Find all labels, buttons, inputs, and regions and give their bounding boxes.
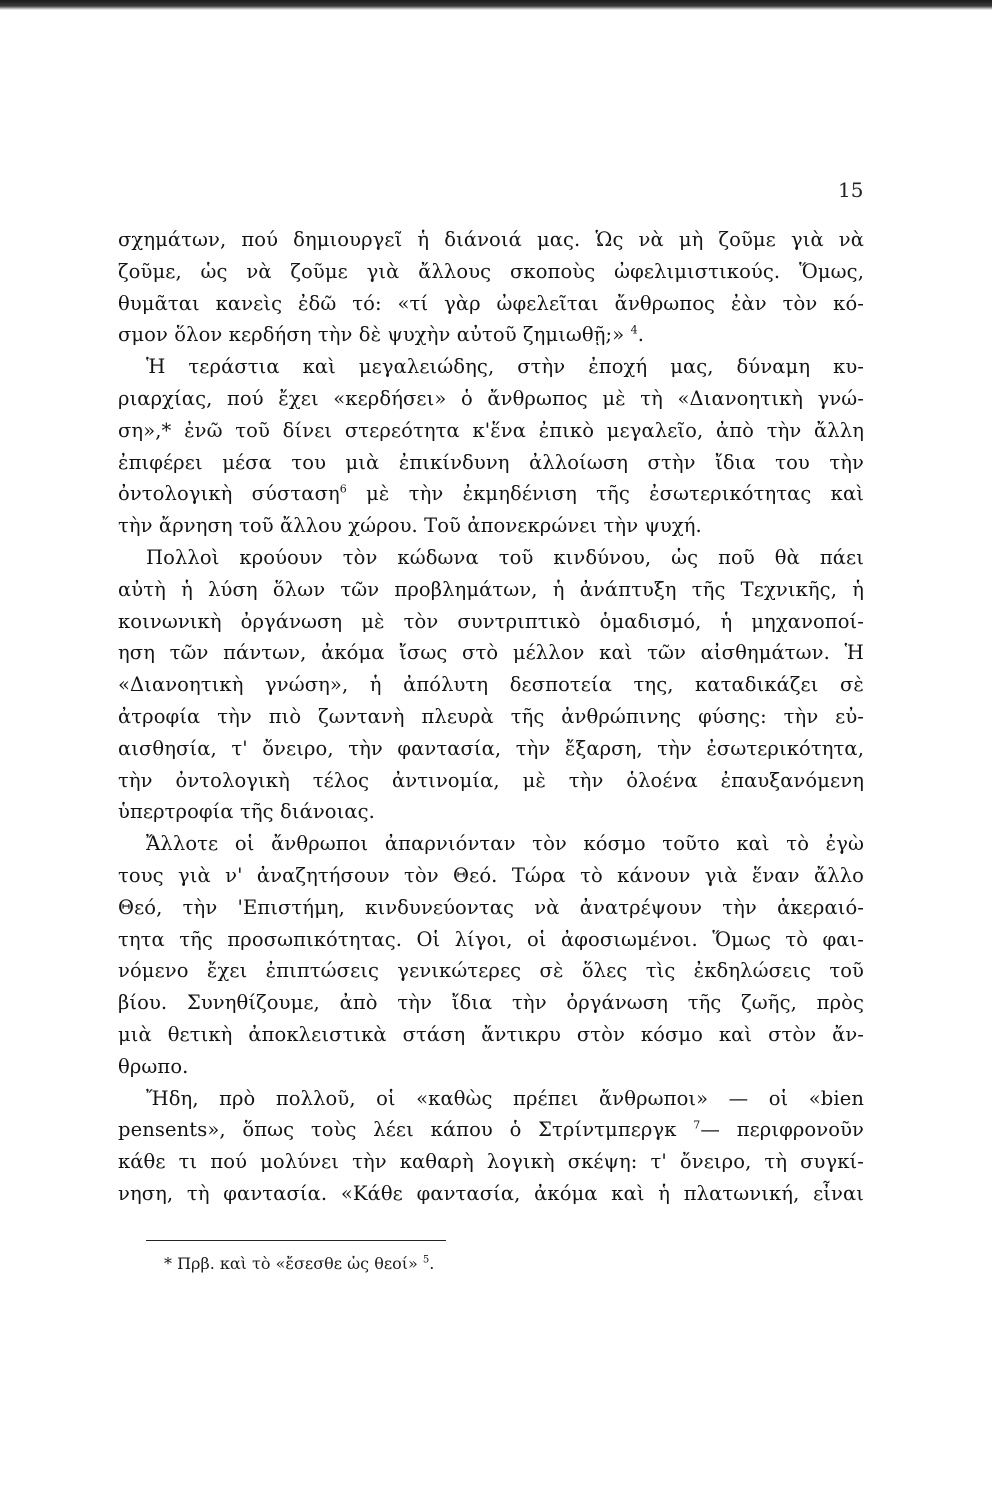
text-line: τητα τῆς προσωπικότητας. Οἱ λίγοι, οἱ ἀφοσιωμένοι. Ὅμως τὸ φαι- (118, 927, 864, 951)
text-fragment: μὲ τὴν ἐκμηδένιση τῆς ἐσωτερικότητας καὶ (366, 482, 864, 506)
footnote-ref: 4 (630, 323, 638, 337)
text-line: τὴν ὀντολογικὴ τέλος ἀντινομία, μὲ τὴν ὁλοένα ἐπαυξανόμενη (118, 768, 864, 792)
text-line: νόμενο ἔχει ἐπιπτώσεις γενικώτερες σὲ ὅλες τὶς ἐκδηλώσεις τοῦ (118, 959, 864, 983)
text-fragment: σμον ὅλον κερδήση τὴν δὲ ψυχὴν αὐτοῦ ζημιωθῇ;» (118, 323, 625, 347)
text-line: Ἄλλοτε οἱ ἄνθρωποι ἀπαρνιόνταν τὸν κόσμο τοῦτο καὶ τὸ ἐγὼ (146, 832, 864, 856)
text-line: τὴν ἄρνηση τοῦ ἄλλου χώρου. Τοῦ ἀπονεκρώνει τὴν ψυχή. (118, 514, 702, 538)
body-text (118, 224, 864, 1210)
text-line: αισθησία, τ' ὄνειρο, τὴν φαντασία, τὴν ἔξαρση, τὴν ἐσωτερικότητα, (118, 736, 864, 760)
text-line: «Διανοητικὴ γνώση», ἡ ἀπόλυτη δεσποτεία της, καταδικάζει σὲ (118, 673, 864, 697)
footnote-ref: 6 (339, 482, 347, 496)
text-line: Πολλοὶ κρούουν τὸν κώδωνα τοῦ κινδύνου, ὡς ποῦ θὰ πάει (146, 545, 864, 569)
text-fragment: ὀντολογικὴ σύσταση (118, 482, 340, 506)
text-line: pensents», ὅπως τοὺς λέει κάπου ὁ Στρίντμπεργκ $^7$— περιφρονοῦν (118, 1118, 864, 1142)
text-line: κοινωνικὴ ὀργάνωση μὲ τὸν συντριπτικὸ ὁμαδισμό, ἡ μηχανοποί- (118, 609, 864, 633)
text-line: ριαρχίας, πού ἔχει «κερδήσει» ὁ ἄνθρωπος μὲ τὴ «Διανοητικὴ γνώ- (118, 386, 864, 410)
text-line: θρωπο. (118, 1054, 189, 1078)
footnote-ref: 5 (422, 1254, 430, 1266)
text-fragment: περιφρονοῦν (736, 1118, 864, 1142)
text-line: κάθε τι πού μολύνει τὴν καθαρὴ λογικὴ σκέψη: τ' ὄνειρο, τὴ συγκί- (118, 1150, 864, 1174)
text-line: ζοῦμε, ὡς νὰ ζοῦμε γιὰ ἄλλους σκοποὺς ὠφελιμιστικούς. Ὅμως, (118, 259, 864, 283)
text-line: ηση τῶν πάντων, ἀκόμα ἴσως στὸ μέλλον καὶ τῶν αἰσθημάτων. Ἡ (118, 641, 864, 665)
text-fragment: pensents», ὅπως τοὺς λέει κάπου ὁ Στρίντμπεργκ (118, 1118, 677, 1142)
scan-top-border (0, 0, 992, 10)
footnote-tail: . (429, 1254, 435, 1273)
footnote-ref: 7 (693, 1118, 701, 1132)
text-line: αὐτὴ ἡ λύση ὅλων τῶν προβλημάτων, ἡ ἀνάπτυξη τῆς Τεχνικῆς, ἡ (118, 577, 864, 601)
footnote-text: * Πρβ. καὶ τὸ «ἔσεσθε ὡς θεοί» (164, 1254, 418, 1273)
text-line: σχημάτων, πού δημιουργεῖ ἡ διάνοιά μας. Ὡς νὰ μὴ ζοῦμε γιὰ νὰ (118, 228, 864, 251)
text-line: Ἤδη, πρὸ πολλοῦ, οἱ «καθὼς πρέπει ἄνθρωποι» — οἱ «bien (146, 1086, 864, 1110)
text-line: θυμᾶται κανεὶς ἐδῶ τό: «τί γὰρ ὠφελεῖται ἄνθρωπος ἐὰν τὸν κό- (118, 291, 864, 315)
text-line: Ἡ τεράστια καὶ μεγαλειώδης, στὴν ἐποχή μας, δύναμη κυ- (146, 355, 864, 379)
text-line: νηση, τὴ φαντασία. «Κάθε φαντασία, ἀκόμα καὶ ἡ πλατωνική, εἶναι (118, 1181, 864, 1205)
text-fragment: . (637, 323, 644, 347)
text-line: ὑπερτροφία τῆς διάνοιας. (118, 800, 375, 824)
text-line: ἀτροφία τὴν πιὸ ζωντανὴ πλευρὰ τῆς ἀνθρώπινης φύσης: τὴν εὐ- (118, 704, 864, 728)
text-line: μιὰ θετικὴ ἀποκλειστικὰ στάση ἄντικρυ στὸν κόσμο καὶ στὸν ἄν- (118, 1022, 864, 1046)
text-line: Θεό, τὴν 'Επιστήμη, κινδυνεύοντας νὰ ἀνατρέψουν τὴν ἀκεραιό- (118, 895, 864, 919)
text-line: βίου. Συνηθίζουμε, ἀπὸ τὴν ἴδια τὴν ὀργάνωση τῆς ζωῆς, πρὸς (118, 991, 864, 1015)
text-line: ση»,* ἐνῶ τοῦ δίνει στερεότητα κ'ἕνα ἐπικὸ μεγαλεῖο, ἀπὸ τὴν ἄλλη (118, 418, 864, 442)
footnote (164, 1250, 434, 1278)
text-line: τους γιὰ ν' ἀναζητήσουν τὸν Θεό. Τώρα τὸ κάνουν γιὰ ἕναν ἄλλο (118, 863, 864, 887)
text-line (118, 319, 864, 351)
text-line: ἐπιφέρει μέσα του μιὰ ἐπικίνδυνη ἀλλοίωση στὴν ἴδια του τὴν (118, 450, 864, 474)
page-number: 15 (838, 178, 864, 202)
footnote-divider (146, 1240, 446, 1241)
text-line (118, 478, 864, 510)
